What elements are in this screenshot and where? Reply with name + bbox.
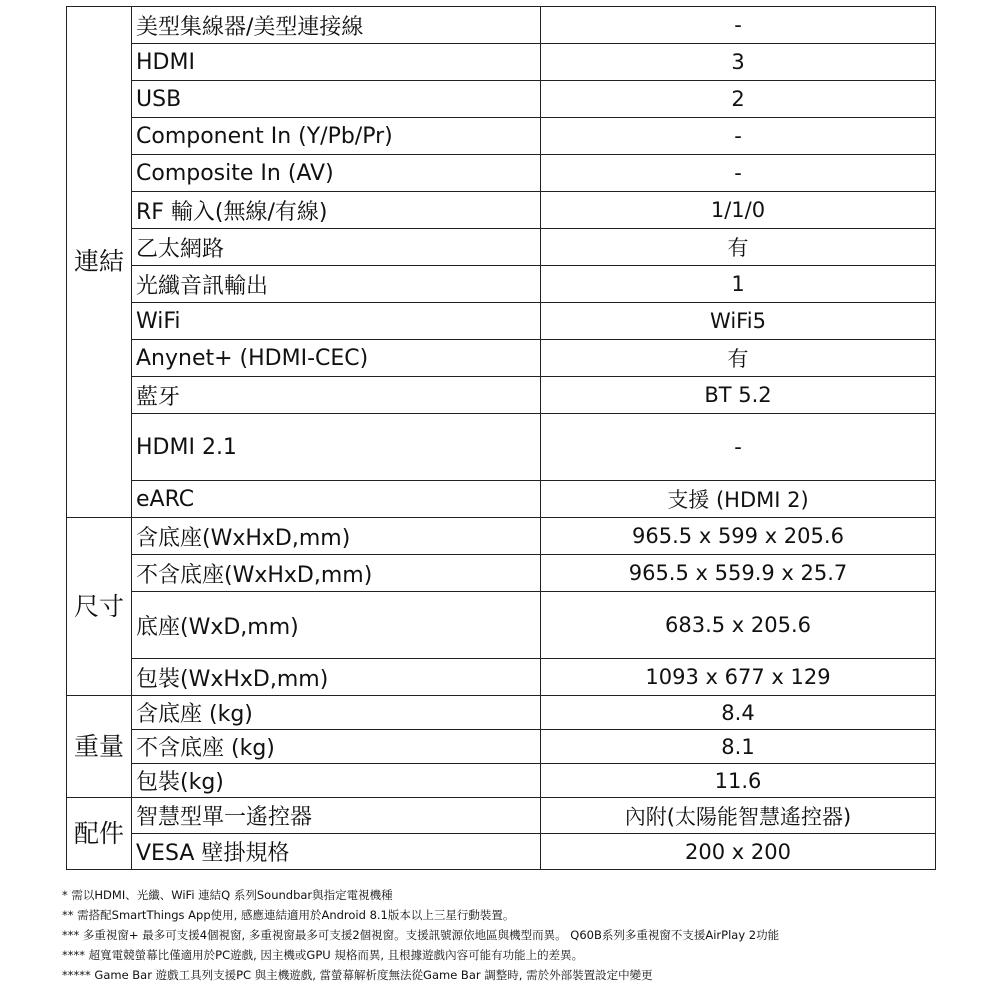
footnotes — [62, 885, 992, 985]
section-category: 重量 — [67, 696, 132, 798]
spec-table-body — [67, 7, 936, 870]
spec-label: 底座(WxD,mm) — [132, 592, 541, 659]
spec-label: RF 輸入(無線/有線) — [132, 192, 541, 229]
spec-row — [67, 81, 936, 118]
spec-label: Component In (Y/Pb/Pr) — [132, 118, 541, 155]
spec-label: HDMI 2.1 — [132, 414, 541, 481]
spec-row — [67, 303, 936, 340]
spec-value: WiFi5 — [541, 303, 936, 340]
spec-label: 含底座 (kg) — [132, 696, 541, 730]
spec-row — [67, 696, 936, 730]
section-category: 尺寸 — [67, 518, 132, 696]
spec-row — [67, 730, 936, 764]
spec-row — [67, 414, 936, 481]
spec-row — [67, 834, 936, 870]
spec-row — [67, 192, 936, 229]
spec-value: 683.5 x 205.6 — [541, 592, 936, 659]
spec-row — [67, 377, 936, 414]
spec-value: 1093 x 677 x 129 — [541, 659, 936, 696]
spec-row — [67, 155, 936, 192]
spec-row — [67, 266, 936, 303]
spec-row — [67, 555, 936, 592]
spec-value: 支援 (HDMI 2) — [541, 481, 936, 518]
spec-row — [67, 229, 936, 266]
spec-value: 內附(太陽能智慧遙控器) — [541, 798, 936, 834]
spec-label: 包裝(WxHxD,mm) — [132, 659, 541, 696]
spec-label: 智慧型單一遙控器 — [132, 798, 541, 834]
spec-row — [67, 340, 936, 377]
spec-row — [67, 659, 936, 696]
spec-label: 藍牙 — [132, 377, 541, 414]
spec-value: 有 — [541, 340, 936, 377]
spec-value: 200 x 200 — [541, 834, 936, 870]
spec-value: 965.5 x 599 x 205.6 — [541, 518, 936, 555]
spec-label: 光纖音訊輸出 — [132, 266, 541, 303]
section-category: 連結 — [67, 7, 132, 518]
spec-value: - — [541, 155, 936, 192]
spec-value: - — [541, 414, 936, 481]
spec-row — [67, 592, 936, 659]
spec-value: 2 — [541, 81, 936, 118]
spec-value: 965.5 x 559.9 x 25.7 — [541, 555, 936, 592]
footnote: ***** Game Bar 遊戲工具列支援PC 與主機遊戲, 當螢幕解析度無法從Game Bar 調整時, 需於外部裝置設定中變更 — [62, 968, 653, 982]
spec-label: VESA 壁掛規格 — [132, 834, 541, 870]
spec-label: 不含底座(WxHxD,mm) — [132, 555, 541, 592]
footnote: **** 超寬電競螢幕比僅適用於PC遊戲, 因主機或GPU 規格而異, 且根據遊戲內容可能有功能上的差異。 — [62, 948, 584, 962]
spec-row — [67, 764, 936, 798]
spec-label: Anynet+ (HDMI-CEC) — [132, 340, 541, 377]
spec-label: 乙太網路 — [132, 229, 541, 266]
spec-value: 11.6 — [541, 764, 936, 798]
spec-row — [67, 518, 936, 555]
spec-label: Composite In (AV) — [132, 155, 541, 192]
spec-value: BT 5.2 — [541, 377, 936, 414]
spec-value: - — [541, 7, 936, 44]
spec-row — [67, 481, 936, 518]
spec-value: - — [541, 118, 936, 155]
spec-value: 1/1/0 — [541, 192, 936, 229]
section-category: 配件 — [67, 798, 132, 870]
spec-label: eARC — [132, 481, 541, 518]
spec-value: 3 — [541, 44, 936, 81]
spec-table — [66, 6, 936, 870]
spec-row — [67, 7, 936, 44]
spec-label: 美型集線器/美型連接線 — [132, 7, 541, 44]
footnote: ** 需搭配SmartThings App使用, 感應連結適用於Android 8.1版本以上三星行動裝置。 — [62, 908, 515, 922]
spec-label: WiFi — [132, 303, 541, 340]
spec-label: HDMI — [132, 44, 541, 81]
spec-value: 有 — [541, 229, 936, 266]
spec-label: 含底座(WxHxD,mm) — [132, 518, 541, 555]
spec-value: 8.1 — [541, 730, 936, 764]
spec-label: USB — [132, 81, 541, 118]
spec-label: 不含底座 (kg) — [132, 730, 541, 764]
spec-row — [67, 798, 936, 834]
footnote: * 需以HDMI、光纖、WiFi 連結Q 系列Soundbar與指定電視機種 — [62, 888, 393, 902]
spec-row — [67, 118, 936, 155]
footnote: *** 多重視窗+ 最多可支援4個視窗, 多重視窗最多可支援2個視窗。支援訊號源依地區與機型而異。 Q60B系列多重視窗不支援AirPlay 2功能 — [62, 928, 780, 942]
spec-row — [67, 44, 936, 81]
spec-label: 包裝(kg) — [132, 764, 541, 798]
spec-value: 8.4 — [541, 696, 936, 730]
spec-value: 1 — [541, 266, 936, 303]
